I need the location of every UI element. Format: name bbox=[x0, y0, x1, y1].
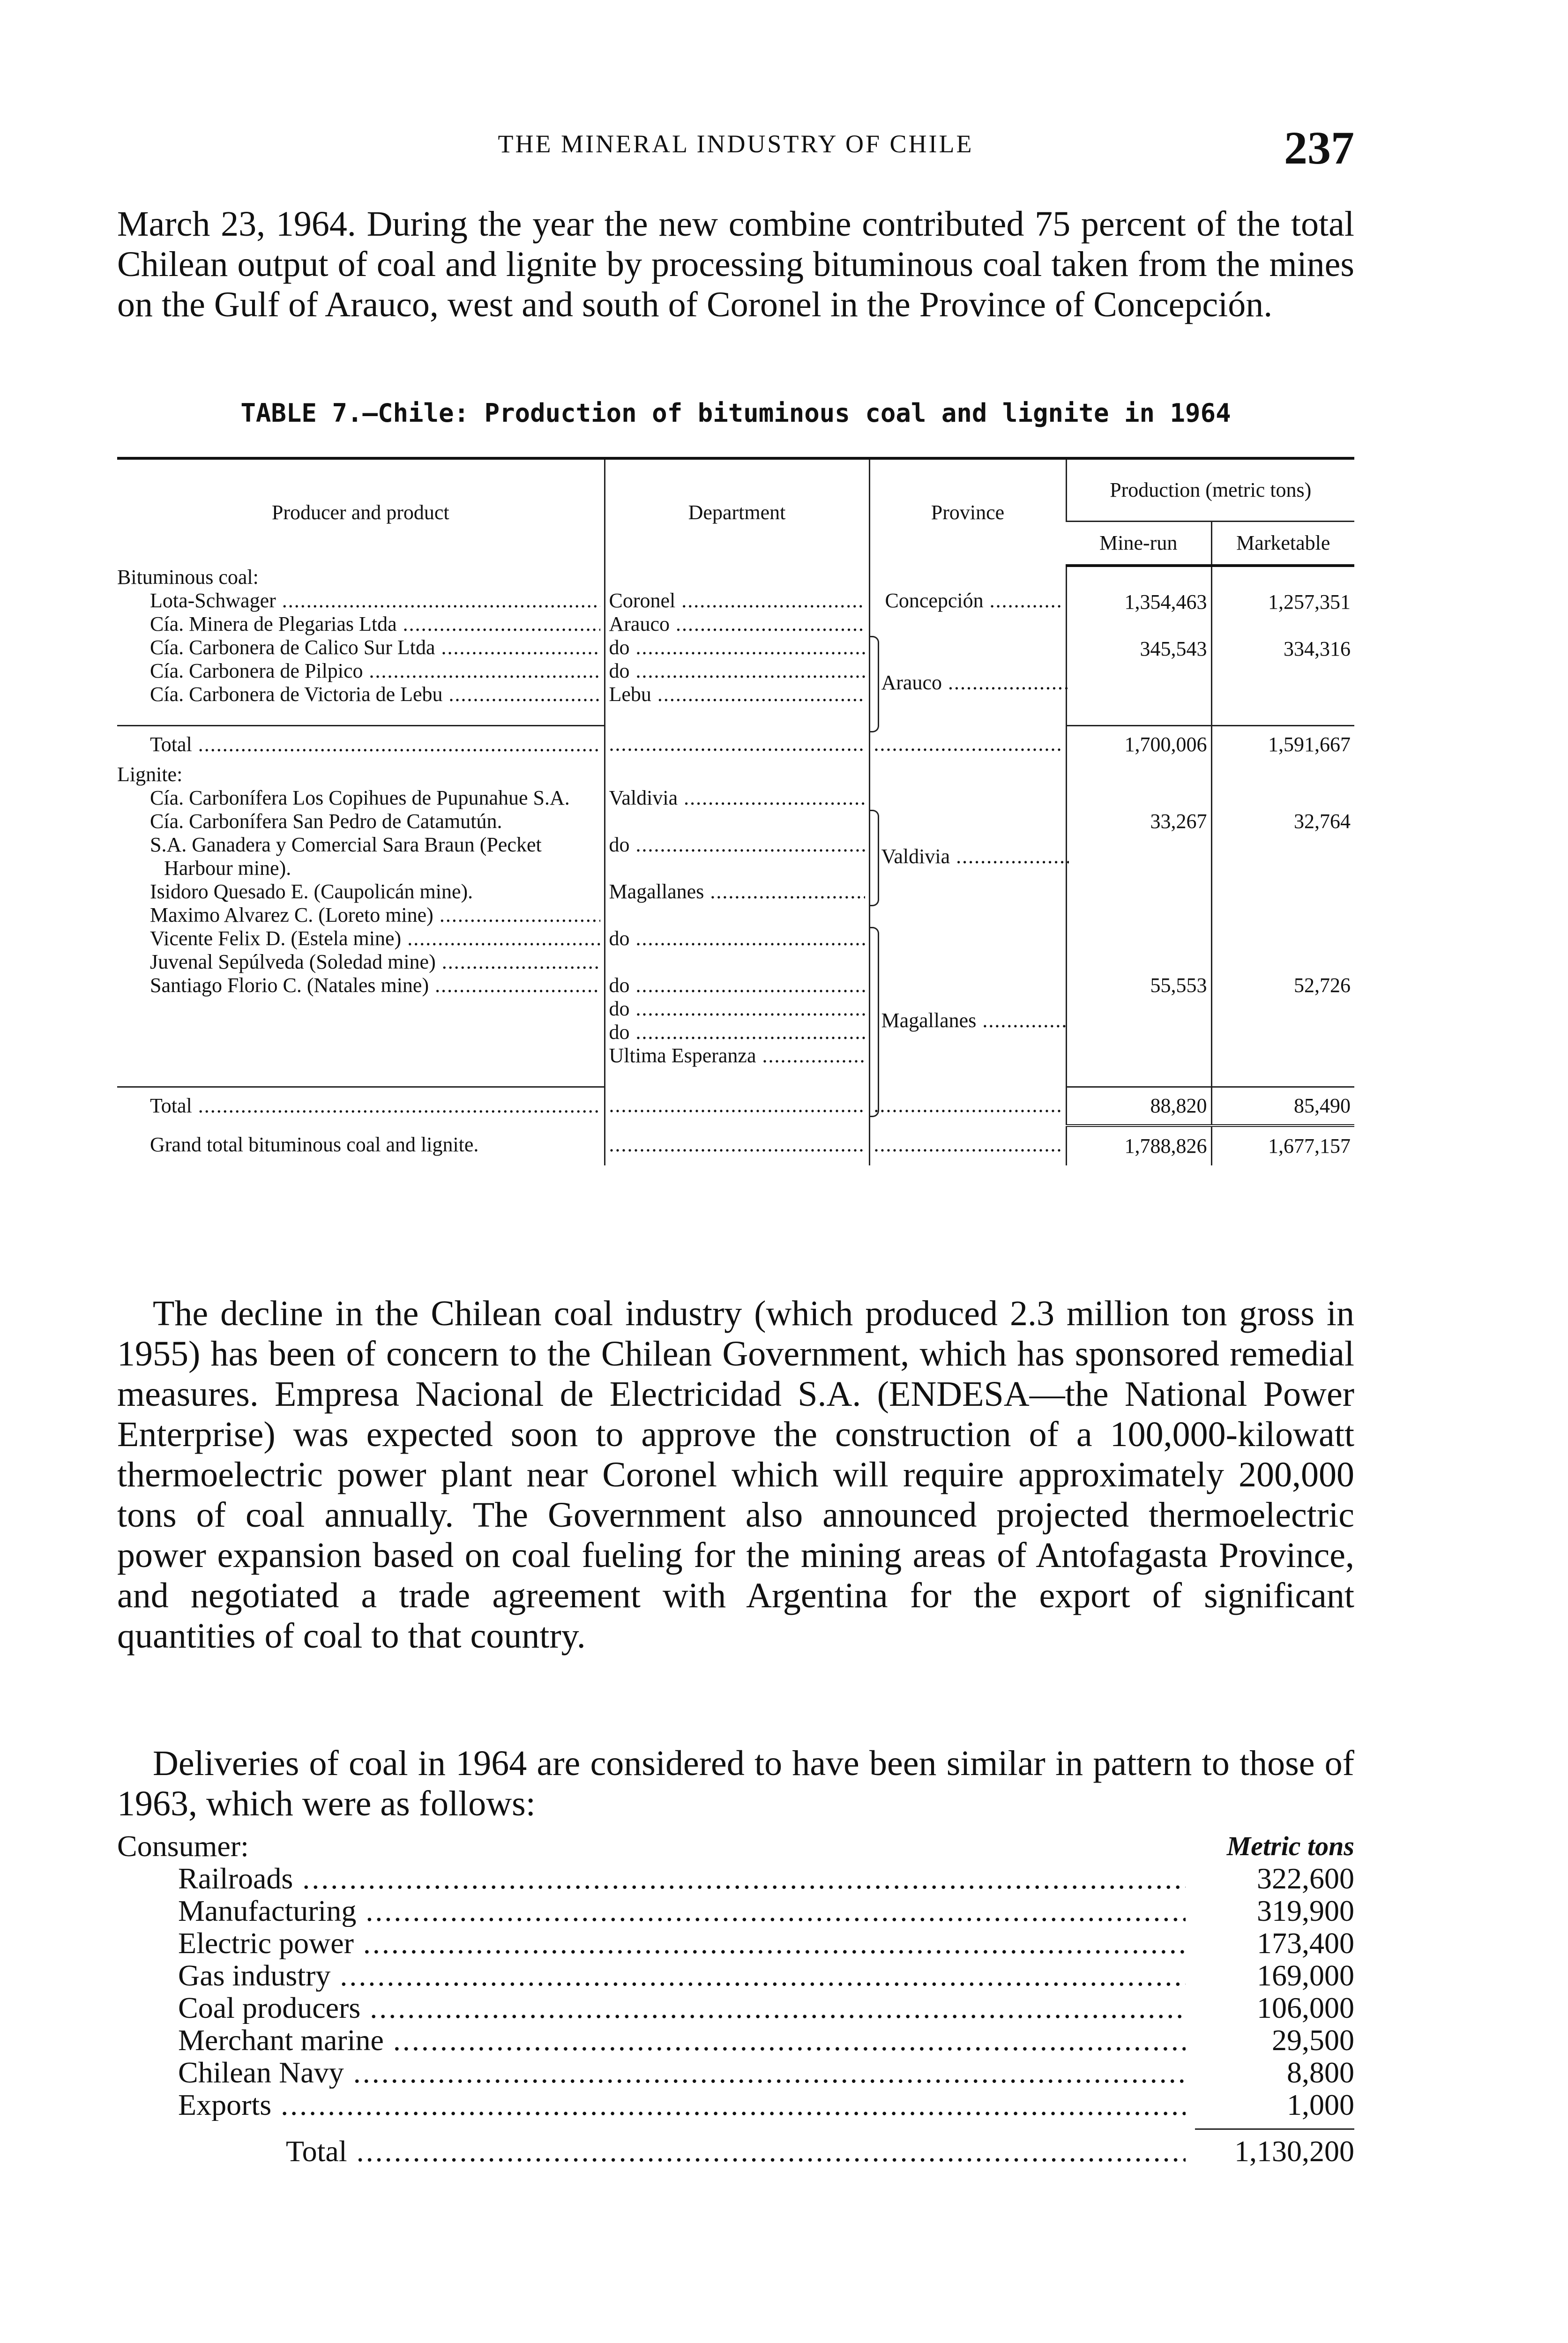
table-row-grand-total bbox=[117, 1126, 1354, 1165]
grand-total-label-cell bbox=[117, 1126, 605, 1165]
producer-name: Cía. Minera de Plegarias Ltda ..... bbox=[117, 612, 600, 636]
marketable-value: 1,257,351 bbox=[1268, 590, 1351, 613]
table-row-bituminous-total bbox=[117, 726, 1354, 763]
paragraph-intro: March 23, 1964. During the year the new combine contributed 75 percent of the total Chilean output of coal and lignite by processing bituminous coal taken from the mines on the Gulf of Arauco, west and south of Coronel in the Province of Concepción. bbox=[117, 204, 1354, 324]
consumer-label: Consumer: bbox=[117, 1829, 249, 1863]
consumer-tons: 106,000 bbox=[1257, 1991, 1354, 2024]
table-caption: TABLE 7.—Chile: Production of bituminous coal and lignite in 1964 bbox=[240, 398, 1231, 428]
consumer-name: Merchant marine ..... bbox=[178, 2024, 1186, 2056]
consumer-tons: 8,800 bbox=[1287, 2056, 1354, 2089]
total-label-cell bbox=[117, 726, 605, 763]
province-cell bbox=[869, 566, 1066, 706]
deliveries-list bbox=[117, 1830, 1354, 2167]
department-cell bbox=[605, 566, 869, 706]
paragraph-deliveries: Deliveries of coal in 1964 are considered to have been similar in pattern to those of 1963, which were as follows: bbox=[117, 1744, 1354, 1823]
marketable-value: 52,726 bbox=[1294, 974, 1351, 997]
marketable-cell bbox=[1211, 566, 1354, 706]
department-name: Valdivia ..... bbox=[609, 786, 865, 810]
producer-name: Cía. Carbonífera Los Copihues de Pupunahue S.A. bbox=[150, 786, 570, 809]
consumer-name: Railroads ..... bbox=[178, 1862, 1186, 1895]
page-header bbox=[117, 121, 1354, 172]
department-name: Arauco ..... bbox=[609, 612, 865, 636]
consumer-tons: 169,000 bbox=[1257, 1959, 1354, 1992]
consumer-tons: 173,400 bbox=[1257, 1926, 1354, 1960]
total-label: Total ..... bbox=[117, 733, 600, 756]
department-name: Lebu ..... bbox=[609, 683, 865, 706]
unit-label: Metric tons bbox=[1226, 1831, 1354, 1861]
mine-run-value: 55,553 bbox=[1150, 974, 1207, 997]
province-name: Magallanes ..... bbox=[881, 1009, 1069, 1032]
brace bbox=[870, 636, 879, 732]
table-row-lignite bbox=[117, 763, 1354, 1067]
marketable-cell bbox=[1211, 763, 1354, 1067]
list-item bbox=[117, 2089, 1354, 2121]
mine-run-cell bbox=[1066, 566, 1211, 706]
header-department: Department bbox=[605, 458, 869, 566]
header-province: Province bbox=[869, 458, 1066, 566]
list-item bbox=[117, 1862, 1354, 1895]
grand-total-label: Grand total bituminous coal and lignite. bbox=[150, 1133, 479, 1156]
brace bbox=[870, 927, 879, 1117]
province-name: Concepción ..... bbox=[874, 589, 1062, 612]
grand-total-marketable: 1,677,157 bbox=[1211, 1126, 1354, 1165]
producer-name: Cía. Carbonera de Pilpico ..... bbox=[117, 659, 600, 683]
header-production: Production (metric tons) bbox=[1066, 458, 1354, 522]
brace bbox=[870, 810, 879, 906]
consumer-name: Chilean Navy ..... bbox=[178, 2056, 1186, 2089]
table-row-bituminous bbox=[117, 566, 1354, 706]
producer-cell bbox=[117, 763, 605, 1067]
mine-run-value: 345,543 bbox=[1140, 637, 1207, 660]
header-mine-run: Mine-run bbox=[1066, 522, 1211, 566]
production-table bbox=[117, 457, 1354, 1165]
consumer-name: Gas industry ..... bbox=[178, 1959, 1186, 1992]
province-cell bbox=[869, 763, 1066, 1067]
producer-name: Cía. Carbonera de Calico Sur Ltda ..... bbox=[117, 636, 600, 659]
department-name: Coronel ..... bbox=[609, 589, 865, 612]
producer-cell bbox=[117, 566, 605, 706]
department-name: do ..... bbox=[609, 1021, 865, 1044]
total-tons: 1,130,200 bbox=[1234, 2134, 1354, 2168]
consumer-tons: 29,500 bbox=[1272, 2023, 1354, 2057]
total-mine-run: 88,820 bbox=[1066, 1087, 1211, 1126]
marketable-value: 32,764 bbox=[1294, 810, 1351, 833]
consumer-name: Exports ..... bbox=[178, 2089, 1186, 2121]
producer-name: Cía. Carbonífera San Pedro de Catamutún. bbox=[150, 810, 502, 833]
total-label: Total ..... bbox=[117, 1094, 600, 1118]
total-mine-run: 1,700,006 bbox=[1066, 726, 1211, 763]
department-name: do ..... bbox=[609, 636, 865, 659]
consumer-tons: 322,600 bbox=[1257, 1862, 1354, 1895]
department-name: Ultima Esperanza ..... bbox=[609, 1044, 865, 1067]
department-cell bbox=[605, 763, 869, 1067]
consumer-name: Coal producers ..... bbox=[178, 1992, 1186, 2024]
consumer-tons: 1,000 bbox=[1287, 2088, 1354, 2121]
producer-name: Isidoro Quesado E. (Caupolicán mine). bbox=[150, 880, 473, 903]
total-label-cell bbox=[117, 1087, 605, 1126]
section-label-lignite: Lignite: bbox=[117, 763, 183, 786]
department-name: do ..... bbox=[609, 997, 865, 1021]
department-name: do ..... bbox=[609, 659, 865, 683]
list-item bbox=[117, 1895, 1354, 1927]
page-number: 237 bbox=[1284, 122, 1354, 174]
mine-run-value: 1,354,463 bbox=[1124, 590, 1207, 613]
total-label: Total ..... bbox=[286, 2135, 1186, 2167]
list-item bbox=[117, 2056, 1354, 2089]
sum-rule bbox=[1195, 2128, 1354, 2130]
deliveries-header bbox=[117, 1830, 1354, 1862]
total-marketable: 85,490 bbox=[1211, 1087, 1354, 1126]
producer-name: Vicente Felix D. (Estela mine) ..... bbox=[117, 927, 600, 950]
paragraph-decline: The decline in the Chilean coal industry (which produced 2.3 million ton gross in 1955) has been of concern to the Chilean Government, which has sponsored remedial measures. Empresa Nacional de Electricidad S.A. (ENDESA—the National Power Enterprise) was expected soon to approve the construction of a 100,000-kilowatt thermoelectric power plant near Coronel which will require approximately 200,000 tons of coal annually. The Government also announced projected thermoelectric power expansion based on coal fueling for the mining areas of Antofagasta Province, and negotiated a trade agreement with Argentina for the export of significant quantities of coal to that country. bbox=[117, 1294, 1354, 1656]
header-producer: Producer and product bbox=[117, 458, 605, 566]
producer-name: Santiago Florio C. (Natales mine) ..... bbox=[117, 974, 600, 997]
province-name: Arauco ..... bbox=[881, 671, 1069, 694]
total-marketable: 1,591,667 bbox=[1211, 726, 1354, 763]
list-item bbox=[117, 2024, 1354, 2056]
province-name: Valdivia ..... bbox=[881, 845, 1069, 868]
producer-name: Juvenal Sepúlveda (Soledad mine) ..... bbox=[117, 950, 600, 974]
department-name: do ..... bbox=[609, 833, 865, 857]
consumer-tons: 319,900 bbox=[1257, 1894, 1354, 1927]
section-label-bituminous: Bituminous coal: bbox=[117, 566, 259, 589]
mine-run-cell bbox=[1066, 763, 1211, 1067]
producer-name: Lota-Schwager ..... bbox=[117, 589, 600, 612]
deliveries-total-row bbox=[117, 2135, 1354, 2167]
producer-name: Maximo Alvarez C. (Loreto mine) ..... bbox=[117, 903, 600, 927]
producer-name: S.A. Ganadera y Comercial Sara Braun (Pecket Harbour mine). bbox=[150, 833, 542, 880]
department-name: do ..... bbox=[609, 927, 865, 950]
list-item bbox=[117, 1992, 1354, 2024]
table-row-lignite-total bbox=[117, 1087, 1354, 1126]
list-item bbox=[117, 1959, 1354, 1992]
producer-name: Cía. Carbonera de Victoria de Lebu ..... bbox=[117, 683, 600, 706]
list-item bbox=[117, 1927, 1354, 1959]
header-marketable: Marketable bbox=[1211, 522, 1354, 566]
mine-run-value: 33,267 bbox=[1150, 810, 1207, 833]
running-title: THE MINERAL INDUSTRY OF CHILE bbox=[498, 130, 974, 158]
department-name: Magallanes ..... bbox=[609, 880, 865, 903]
marketable-value: 334,316 bbox=[1284, 637, 1351, 660]
grand-total-mine-run: 1,788,826 bbox=[1066, 1126, 1211, 1165]
department-name: do ..... bbox=[609, 974, 865, 997]
consumer-name: Manufacturing ..... bbox=[178, 1895, 1186, 1927]
consumer-name: Electric power ..... bbox=[178, 1927, 1186, 1959]
